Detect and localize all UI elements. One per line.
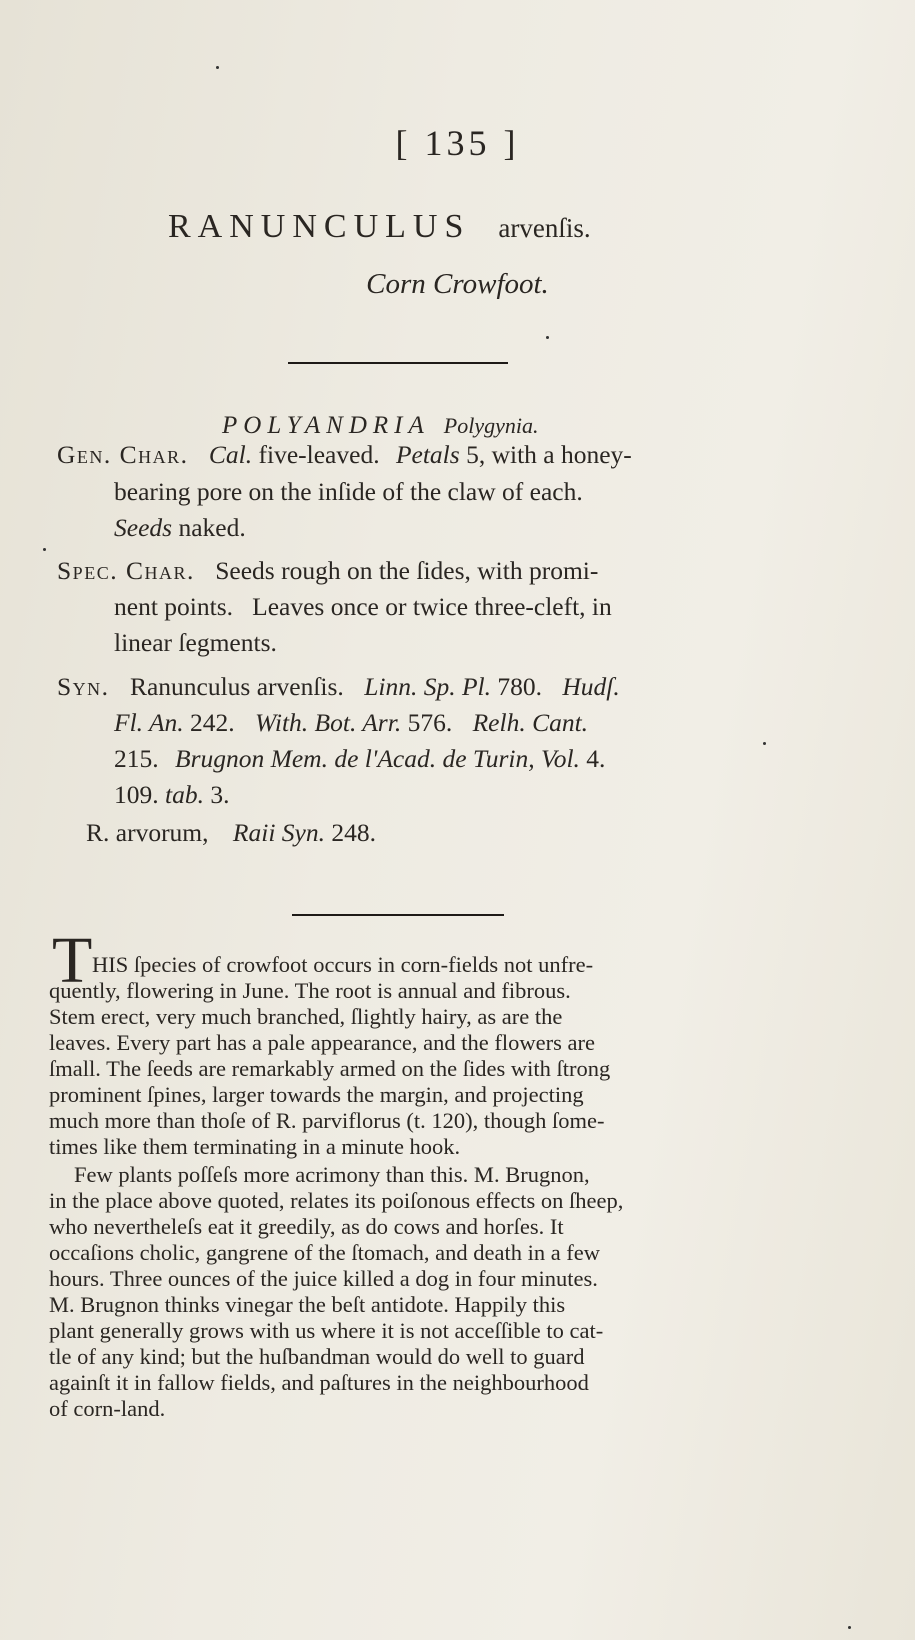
drop-cap: T (52, 924, 93, 997)
gen-char-line-1: Gen. Char. Cal. five-leaved. Petals 5, with a honey- (57, 440, 632, 469)
class-name: POLYANDRIA (222, 412, 430, 439)
syn-line-3: 215. Brugnon Mem. de l'Acad. de Turin, Vol. 4. (114, 744, 606, 773)
body-line: times like them terminating in a minute hook. (49, 1134, 461, 1159)
paper-speck (848, 1626, 851, 1629)
paper-speck (43, 548, 46, 551)
species-epithet: arvenſis. (498, 213, 591, 243)
body-line: prominent ſpines, larger towards the margin, and projecting (49, 1082, 584, 1107)
spec-char-line-2: nent points. Leaves once or twice three-cleft, in (114, 592, 612, 621)
syn-line-1: Syn. Ranunculus arvenſis. Linn. Sp. Pl. 780. Hudſ. (57, 672, 620, 701)
body-line: HIS ſpecies of crowfoot occurs in corn-fields not unfre- (92, 952, 594, 977)
body-line: leaves. Every part has a pale appearance, and the flowers are (49, 1030, 595, 1055)
common-name: Corn Crowfoot. (366, 268, 549, 300)
body-line: who nevertheleſs eat it greedily, as do cows and horſes. It (49, 1214, 564, 1239)
syn-label: Syn. (57, 672, 110, 701)
gen-char-line-3: Seeds naked. (114, 513, 246, 542)
divider-rule-top (288, 362, 508, 364)
body-line: of corn-land. (49, 1396, 166, 1421)
body-line: quently, flowering in June. The root is annual and fibrous. (49, 978, 571, 1003)
body-line: Few plants poſſeſs more acrimony than this. M. Brugnon, (74, 1162, 590, 1187)
syn-line-2: Fl. An. 242. With. Bot. Arr. 576. Relh. Cant. (114, 708, 589, 737)
page-number: [ 135 ] (395, 123, 520, 163)
gen-char-label: Gen. Char. (57, 440, 189, 469)
paper-speck (216, 66, 219, 69)
body-line: much more than thoſe of R. parviflorus (t. 120), though ſome- (49, 1108, 605, 1133)
spec-char-label: Spec. Char. (57, 556, 195, 585)
body-line: ſmall. The ſeeds are remarkably armed on the ſides with ſtrong (49, 1056, 611, 1081)
syn-line-5: R. arvorum, Raii Syn. 248. (86, 818, 376, 847)
body-line: plant generally grows with us where it is not acceſſible to cat- (49, 1318, 604, 1343)
divider-rule-bottom (292, 914, 504, 916)
body-line: in the place above quoted, relates its poiſonous effects on ſheep, (49, 1188, 624, 1213)
body-line: Stem erect, very much branched, ſlightly hairy, as are the (49, 1004, 563, 1029)
body-line: tle of any kind; but the huſbandman would do well to guard (49, 1344, 585, 1369)
body-line: occaſions cholic, gangrene of the ſtomach, and death in a few (49, 1240, 601, 1265)
spec-char-line-3: linear ſegments. (114, 628, 277, 657)
body-line: M. Brugnon thinks vinegar the beſt antidote. Happily this (49, 1292, 566, 1317)
body-line: hours. Three ounces of the juice killed a dog in four minutes. (49, 1266, 598, 1291)
syn-line-4: 109. tab. 3. (114, 780, 230, 809)
gen-char-line-2: bearing pore on the inſide of the claw of each. (114, 477, 583, 506)
genus-name: RANUNCULUS (168, 208, 471, 245)
species-title (168, 208, 591, 246)
body-line: againſt it in fallow fields, and paſtures in the neighbourhood (49, 1370, 589, 1395)
linnaean-class (222, 412, 538, 440)
paper-speck (546, 336, 549, 339)
order-name: Polygynia. (443, 413, 539, 438)
paper-speck (763, 742, 766, 745)
spec-char-line-1: Spec. Char. Seeds rough on the ſides, with promi- (57, 556, 599, 585)
